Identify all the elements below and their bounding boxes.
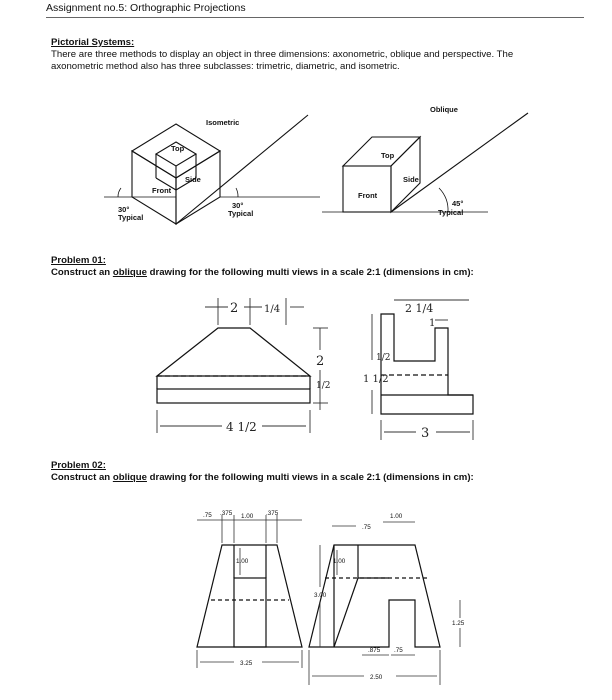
p2-dim-75c: .75 [394, 647, 403, 654]
iso-typical-left: Typical [118, 213, 144, 222]
p2-dim-325: 3.25 [240, 660, 253, 667]
p2-dim-375a: .375 [220, 510, 233, 517]
p1-dim-base: 4 1/2 [226, 420, 257, 434]
oblique-label-top: Top [381, 151, 395, 160]
p1-dim-side-h: 1 1/2 [363, 374, 389, 385]
pictorial-heading: Pictorial Systems: [51, 37, 135, 48]
iso-angle-right: 30° [232, 201, 244, 210]
p2-dim-300: 3.00 [314, 592, 327, 599]
page-header-title: Assignment no.5: Orthographic Projections [46, 2, 246, 14]
p1-dim-side-top: 2 1/4 [405, 302, 434, 315]
problem2-text: Construct an oblique drawing for the following multi views in a scale 2:1 (dimensions in cm): [51, 472, 474, 483]
p2-front-slot [234, 578, 266, 647]
p2-side-outline [309, 545, 440, 647]
oblique-label-front: Front [358, 191, 378, 200]
p2-dim-100a: 1.00 [241, 513, 254, 520]
p1-dim-half: 1/2 [316, 381, 331, 391]
oblique-typical: Typical [438, 208, 464, 217]
p1-dim-side-inner: 1 [429, 318, 436, 329]
problem2-label: Problem 02: [51, 460, 106, 471]
iso-label-front: Front [152, 186, 172, 195]
oblique-angle: 45° [452, 199, 464, 208]
p2-dim-75a: .75 [203, 512, 212, 519]
p2-dim-75b: .75 [362, 524, 371, 531]
oblique-title: Oblique [430, 105, 458, 114]
pictorial-text-line-1: There are three methods to display an object in three dimensions: axonometric, oblique and perspective. The [51, 49, 514, 60]
p1-dim-side-base: 3 [421, 426, 430, 441]
p2-dim-100d: 1.00 [333, 558, 346, 565]
p2-dim-250: 2.50 [370, 674, 383, 681]
p1-dim-height: 2 [316, 354, 325, 369]
iso-label-isometric: Isometric [206, 118, 240, 127]
iso-typical-right: Typical [228, 209, 254, 218]
p2-front-outline [197, 545, 302, 647]
p2-dim-100c: 1.00 [390, 513, 403, 520]
p2-dim-875: .875 [368, 647, 381, 654]
pictorial-text-line-2: axonometric method also has three subclasses: trimetric, diametric, and isometric. [51, 61, 400, 72]
oblique-label-side: Side [403, 175, 419, 184]
p1-dim-top: 2 [230, 301, 239, 316]
p2-dim-375b: .375 [266, 510, 279, 517]
p1-dim-quarter: 1/4 [264, 304, 281, 315]
iso-label-side: Side [185, 175, 201, 184]
problem1-label: Problem 01: [51, 255, 106, 266]
iso-label-top: Top [171, 144, 185, 153]
p2-dim-125: 1.25 [452, 620, 465, 627]
iso-angle-left: 30° [118, 205, 130, 214]
p1-dim-side-half: 1/2 [376, 353, 391, 363]
problem1-text: Construct an oblique drawing for the following multi views in a scale 2:1 (dimensions in cm): [51, 267, 474, 278]
p2-dim-100b: 1.00 [236, 558, 249, 565]
